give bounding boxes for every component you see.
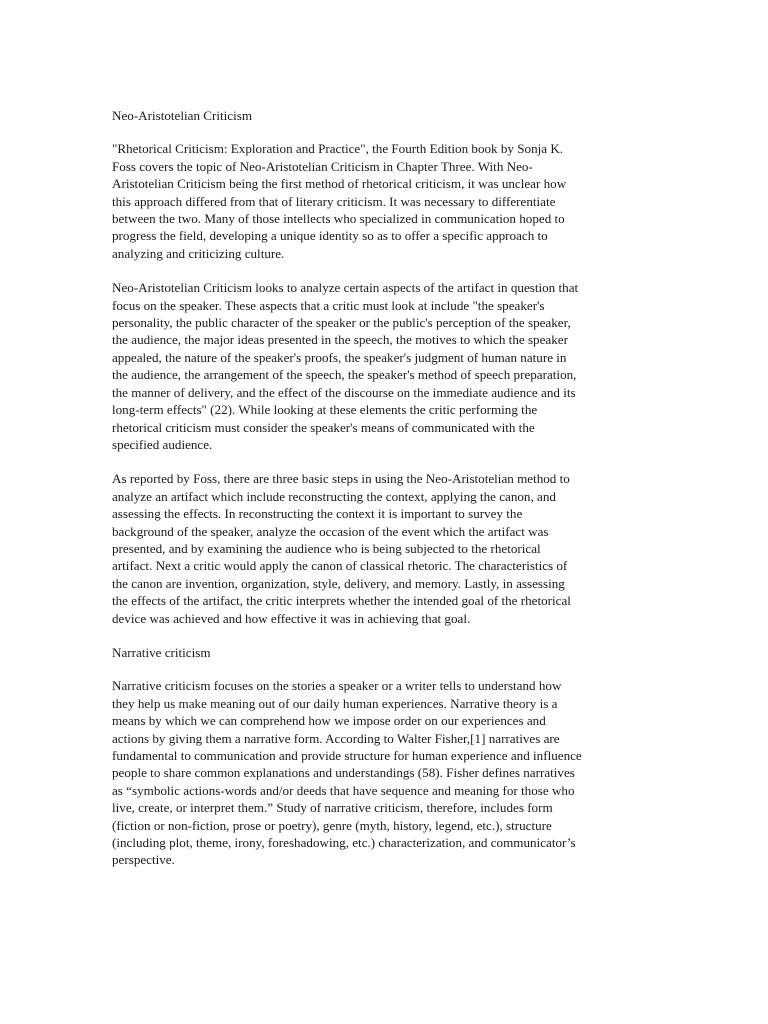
section-heading: Neo-Aristotelian Criticism <box>112 108 253 123</box>
text-line: live, create, or interpret them.” Study of narrative criticism, therefore, includes form <box>112 800 553 816</box>
document-body <box>112 107 664 869</box>
text-line: they help us make meaning out of our daily human experiences. Narrative theory is a <box>112 695 558 711</box>
document-page <box>112 107 664 886</box>
text-line: specified audience. <box>112 436 213 452</box>
paragraph <box>112 470 664 627</box>
text-line: the canon are invention, organization, style, delivery, and memory. Lastly, in assessing <box>112 575 565 591</box>
text-line: "Rhetorical Criticism: Exploration and Practice", the Fourth Edition book by Sonja K. <box>112 141 564 157</box>
paragraph <box>112 677 664 868</box>
text-line: Narrative criticism focuses on the stories a speaker or a writer tells to understand how <box>112 678 562 694</box>
text-line: presented, and by examining the audience who is being subjected to the rhetorical <box>112 540 541 556</box>
text-line: actions by giving them a narrative form. According to Walter Fisher,[1] narratives are <box>112 730 560 746</box>
text-line: background of the speaker, analyze the occasion of the event which the artifact was <box>112 523 549 539</box>
text-line: the audience, the arrangement of the speech, the speaker's method of speech preparation, <box>112 367 577 383</box>
text-line: the manner of delivery, and the effect of the discourse on the immediate audience and its <box>112 384 576 400</box>
text-line: people to share common explanations and understandings (58). Fisher defines narratives <box>112 765 575 781</box>
text-line: Aristotelian Criticism being the first method of rhetorical criticism, it was unclear how <box>112 176 567 192</box>
text-line: Foss covers the topic of Neo-Aristotelian Criticism in Chapter Three. With Neo- <box>112 158 533 174</box>
text-line: artifact. Next a critic would apply the canon of classical rhetoric. The characteristics of <box>112 558 568 574</box>
text-line: focus on the speaker. These aspects that a critic must look at include "the speaker's <box>112 297 545 313</box>
text-line: the audience, the major ideas presented in the speech, the motives to which the speaker <box>112 332 568 348</box>
paragraph <box>112 279 664 453</box>
text-line: Neo-Aristotelian Criticism looks to analyze certain aspects of the artifact in question that <box>112 280 579 296</box>
text-line: means by which we can comprehend how we impose order on our experiences and <box>112 713 546 729</box>
section-heading: Narrative criticism <box>112 644 211 660</box>
text-line: long-term effects" (22). While looking at these elements the critic performing the <box>112 402 538 418</box>
paragraph <box>112 140 664 262</box>
text-line: perspective. <box>112 852 175 868</box>
text-line: device was achieved and how effective it was in achieving that goal. <box>112 610 471 626</box>
text-line: this approach differed from that of literary criticism. It was necessary to differentiate <box>112 193 556 209</box>
text-line: rhetorical criticism must consider the speaker's means of communicated with the <box>112 419 535 435</box>
text-line: progress the field, developing a unique identity so as to offer a specific approach to <box>112 228 548 244</box>
text-line: analyze an artifact which include reconstructing the context, applying the canon, and <box>112 488 556 504</box>
text-line: the effects of the artifact, the critic interprets whether the intended goal of the rhetorical <box>112 593 571 609</box>
text-line: assessing the effects. In reconstructing the context it is important to survey the <box>112 506 523 522</box>
text-line: analyzing and criticizing culture. <box>112 245 285 261</box>
text-line: As reported by Foss, there are three basic steps in using the Neo-Aristotelian method to <box>112 471 570 487</box>
text-line: as “symbolic actions-words and/or deeds that have sequence and meaning for those who <box>112 782 575 798</box>
text-line: fundamental to communication and provide structure for human experience and influence <box>112 748 582 763</box>
text-line: (fiction or non-fiction, prose or poetry), genre (myth, history, legend, etc.), structure <box>112 817 552 833</box>
text-line: between the two. Many of those intellects who specialized in communication hoped to <box>112 211 565 227</box>
text-line: appealed, the nature of the speaker's proofs, the speaker's judgment of human nature in <box>112 349 567 365</box>
text-line: (including plot, theme, irony, foreshadowing, etc.) characterization, and communicator’s <box>112 835 576 851</box>
text-line: personality, the public character of the speaker or the public's perception of the speaker, <box>112 315 571 331</box>
